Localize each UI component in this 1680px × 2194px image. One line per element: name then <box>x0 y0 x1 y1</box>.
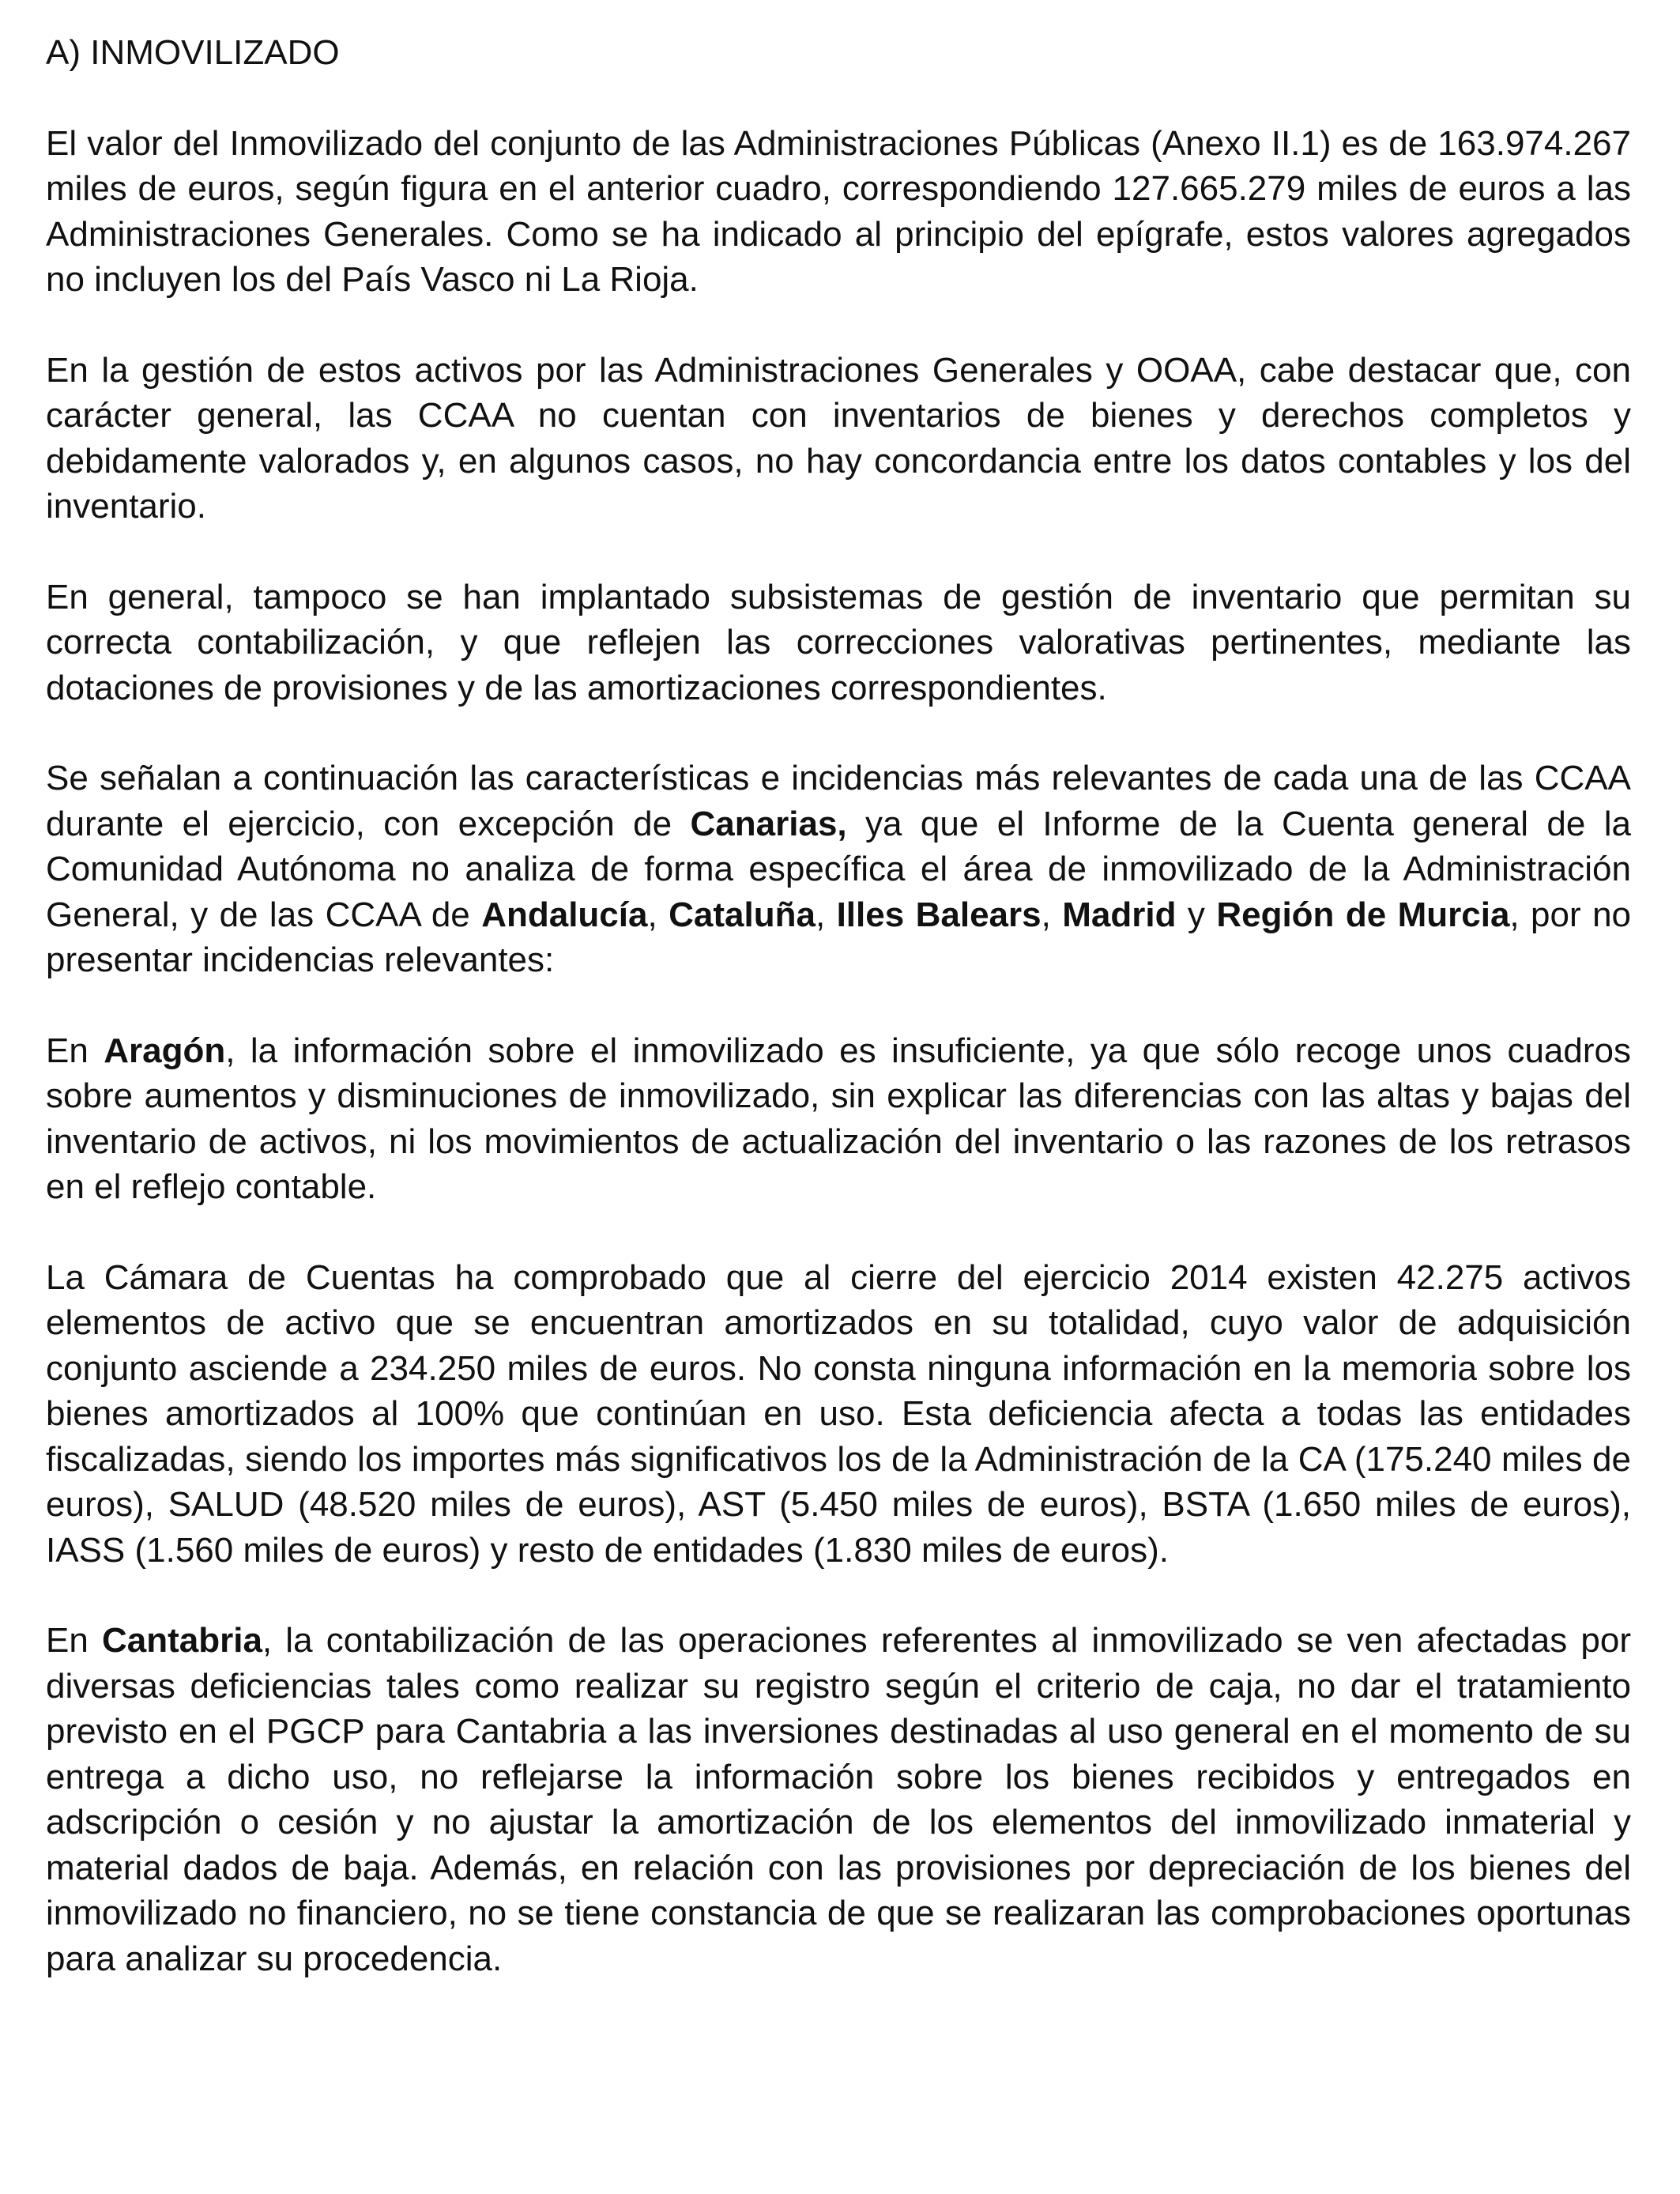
text-segment: , <box>815 895 837 934</box>
text-segment: , <box>647 895 669 934</box>
text-segment: , <box>1041 895 1063 934</box>
document-page <box>46 30 1631 1981</box>
text-segment: El valor del Inmovilizado del conjunto de las Administraciones Públicas (Anexo II.1) es de 163.974.267 miles de euros, según figura en el anterior cuadro, correspondiendo 127.665.279 miles de euros a las Administraciones Generales. Como se ha indicado al principio del epígrafe, estos valores agregados no incluyen los del País Vasco ni La Rioja. <box>46 123 1631 299</box>
paragraph-camara-cuentas <box>46 1255 1631 1574</box>
bold-region-name: Madrid <box>1062 895 1177 934</box>
text-segment: , la información sobre el inmovilizado es insuficiente, ya que sólo recoge unos cuadros sobre aumentos y disminuciones de inmovilizado, sin explicar las diferencias con las altas y bajas del inventario de activos, ni los movimientos de actualización del inventario o las razones de los retrasos en el reflejo contable. <box>46 1031 1631 1206</box>
bold-region-name: Andalucía <box>481 895 648 934</box>
paragraph-gestion-activos <box>46 348 1631 530</box>
text-segment: En <box>46 1621 102 1660</box>
bold-region-name: Región de Murcia <box>1216 895 1510 934</box>
text-segment: La Cámara de Cuentas ha comprobado que al cierre del ejercicio 2014 existen 42.275 activos elementos de activo que se encuentran amortizados en su totalidad, cuyo valor de adquisición conjunto asciende a 234.250 miles de euros. No consta ninguna información en la memoria sobre los bienes amortizados al 100% que continúan en uso. Esta deficiencia afecta a todas las entidades fiscalizadas, siendo los importes más significativos los de la Administración de la CA (175.240 miles de euros), SALUD (48.520 miles de euros), AST (5.450 miles de euros), BSTA (1.650 miles de euros), IASS (1.560 miles de euros) y resto de entidades (1.830 miles de euros). <box>46 1257 1631 1570</box>
text-segment: En la gestión de estos activos por las Administraciones Generales y OOAA, cabe destacar que, con carácter general, las CCAA no cuentan con inventarios de bienes y derechos completos y debidamente valorados y, en algunos casos, no hay concordancia entre los datos contables y los del inventario. <box>46 350 1631 526</box>
text-segment: y <box>1176 895 1217 934</box>
bold-region-name: Canarias, <box>690 804 847 843</box>
bold-region-name: Illes Balears <box>836 895 1042 934</box>
text-segment: En general, tampoco se han implantado subsistemas de gestión de inventario que permitan su correcta contabilización, y que reflejen las correcciones valorativas pertinentes, mediante las dotaciones de provisiones y de las amortizaciones correspondientes. <box>46 577 1631 707</box>
paragraph-caracteristicas-ccaa <box>46 756 1631 983</box>
text-segment: En <box>46 1031 104 1070</box>
text-segment: ya que el Informe de la Cuenta general de la Comunidad Autónoma no analiza de forma específica el área de inmovilizado de la Administración General, y de las CCAA de <box>46 804 1631 934</box>
text-segment: Se señalan a continuación las características e incidencias más relevantes de cada una de las CCAA durante el ejercicio, con excepción de <box>46 759 1631 843</box>
bold-region-name: Cantabria <box>101 1621 262 1660</box>
bold-region-name: Aragón <box>104 1031 226 1070</box>
section-heading: A) INMOVILIZADO <box>46 33 340 72</box>
paragraph-subsistemas-inventario <box>46 575 1631 711</box>
bold-region-name: Cataluña <box>669 895 816 934</box>
text-segment: , la contabilización de las operaciones referentes al inmovilizado se ven afectadas por diversas deficiencias tales como realizar su registro según el criterio de caja, no dar el tratamiento previsto en el PGCP para Cantabria a las inversiones destinadas al uso general en el momento de su entrega a dicho uso, no reflejarse la información sobre los bienes recibidos y entregados en adscripción o cesión y no ajustar la amortización de los elementos del inmovilizado inmaterial y material dados de baja. Además, en relación con las provisiones por depreciación de los bienes del inmovilizado no financiero, no se tiene constancia de que se realizaran las comprobaciones oportunas para analizar su procedencia. <box>46 1621 1631 1978</box>
text-segment: , por no presentar incidencias relevantes: <box>46 895 1632 979</box>
paragraph-aragon <box>46 1028 1631 1210</box>
paragraph-inmovilizado-valor <box>46 121 1631 303</box>
paragraph-cantabria <box>46 1618 1631 1981</box>
